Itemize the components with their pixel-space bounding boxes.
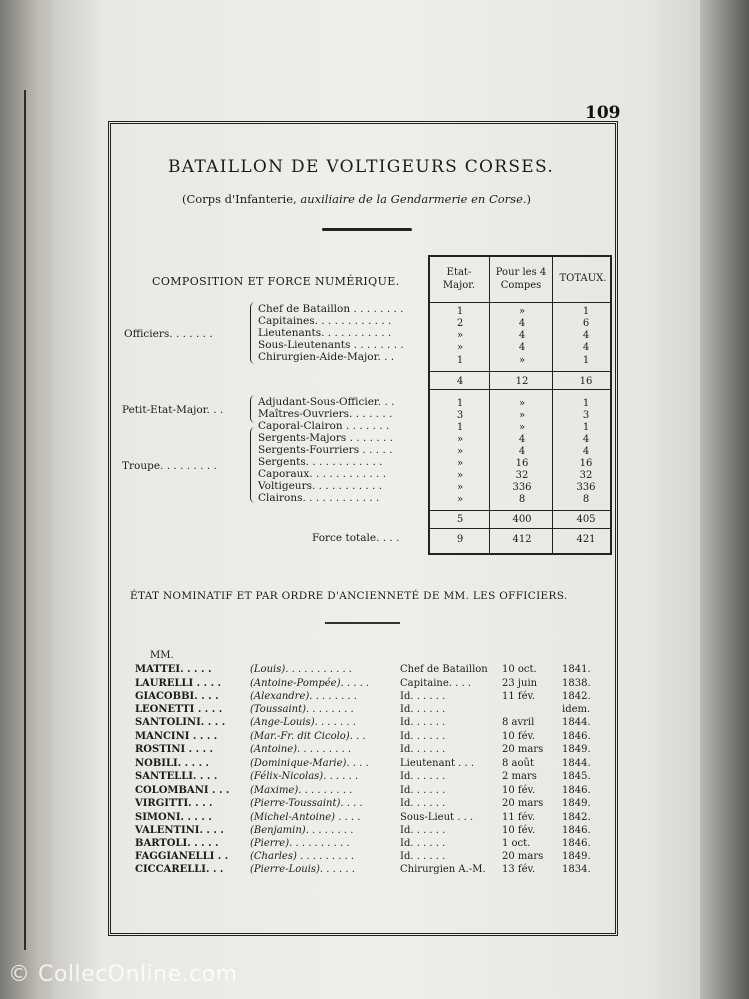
cell-comp: 8 <box>518 494 526 505</box>
row-label: Sergents. . . . . . . . . . . . <box>258 456 383 468</box>
officer-year: 1834. <box>562 864 591 875</box>
cell-comp: » <box>518 306 526 317</box>
officer-date: 20 mars <box>502 798 544 809</box>
officer-date: 8 avril <box>502 717 535 728</box>
officer-grade: Id. . . . . . <box>400 771 446 782</box>
officer-year: 1849. <box>562 851 591 862</box>
officer-surname: VALENTINI. . . . <box>135 825 224 836</box>
officer-given-name: (Mar.-Fr. dit Cicolo). . . <box>250 731 366 742</box>
officer-surname: SIMONI. . . . . <box>135 812 212 823</box>
officer-date: 13 fév. <box>502 864 536 875</box>
officer-surname: GIACOBBI. . . . <box>135 691 219 702</box>
subtotal-troupe-total: 405 <box>576 514 596 525</box>
officer-grade: Id. . . . . . <box>400 704 446 715</box>
cell-comp: 4 <box>518 330 526 341</box>
row-label: Lieutenants. . . . . . . . . . . <box>258 327 392 339</box>
officer-year: 1844. <box>562 758 591 769</box>
officer-grade: Id. . . . . . <box>400 744 446 755</box>
officer-given-name: (Benjamin). . . . . . . . <box>250 825 354 836</box>
cell-comp: 16 <box>515 458 529 469</box>
officer-grade: Id. . . . . . <box>400 691 446 702</box>
officer-date: 11 fév. <box>502 812 536 823</box>
officer-date: 23 juin <box>502 678 538 689</box>
row-label: Chef de Bataillon . . . . . . . . <box>258 303 404 315</box>
row-label: Capitaines. . . . . . . . . . . . <box>258 315 392 327</box>
page-title: BATAILLON DE VOLTIGEURS CORSES. <box>168 157 555 177</box>
officer-given-name: (Louis). . . . . . . . . . . <box>250 664 352 675</box>
title-ornament <box>322 228 412 231</box>
officer-surname: COLOMBANI . . . <box>135 785 230 796</box>
officer-given-name: (Ange-Louis). . . . . . . <box>250 717 356 728</box>
officer-date: 10 oct. <box>502 664 537 675</box>
cell-em: » <box>456 342 464 353</box>
row-label: Chirurgien-Aide-Major. . . <box>258 351 395 363</box>
officer-date: 10 fév. <box>502 825 536 836</box>
officer-date: 1 oct. <box>502 838 531 849</box>
table-header-rule <box>428 302 612 303</box>
officer-grade: Chef de Bataillon <box>400 664 488 675</box>
officer-date: 2 mars <box>502 771 537 782</box>
force-totale-total: 421 <box>576 534 596 545</box>
officer-grade: Chirurgien A.-M. <box>400 864 486 875</box>
force-totale-label: Force totale. . . . <box>312 532 400 544</box>
cell-total: 4 <box>582 446 590 457</box>
row-label: Adjudant-Sous-Officier. . . <box>258 396 395 408</box>
officer-surname: FAGGIANELLI . . <box>135 851 229 862</box>
subtotal-officiers-total: 16 <box>579 376 593 387</box>
officer-grade: Capitaine. . . . <box>400 678 472 689</box>
table-header-totaux: TOTAUX. <box>559 273 607 284</box>
officer-given-name: (Maxime). . . . . . . . . <box>250 785 353 796</box>
officer-given-name: (Charles) . . . . . . . . . <box>250 851 355 862</box>
officer-date: 20 mars <box>502 851 544 862</box>
officer-year: 1846. <box>562 838 591 849</box>
group-officiers: Officiers. . . . . . . <box>124 328 213 340</box>
officer-surname: MANCINI . . . . <box>135 731 218 742</box>
officer-year: 1846. <box>562 731 591 742</box>
officer-grade: Id. . . . . . <box>400 731 446 742</box>
cell-total: 1 <box>582 398 590 409</box>
cell-em: » <box>456 470 464 481</box>
officer-year: 1845. <box>562 771 591 782</box>
officer-given-name: (Dominique-Marie). . . . <box>250 758 369 769</box>
brace-petit-etat-major <box>250 395 255 423</box>
officer-grade: Sous-Lieut . . . <box>400 812 474 823</box>
officer-year: 1849. <box>562 798 591 809</box>
row-label: Sergents-Majors . . . . . . . <box>258 432 394 444</box>
officer-date: 8 août <box>502 758 534 769</box>
officer-year: 1844. <box>562 717 591 728</box>
cell-comp: 336 <box>512 482 532 493</box>
cell-em: 1 <box>456 355 464 366</box>
cell-em: 1 <box>456 306 464 317</box>
officer-date: 11 fév. <box>502 691 536 702</box>
officer-surname: NOBILI. . . . . <box>135 758 210 769</box>
cell-em: » <box>456 482 464 493</box>
subtotal-troupe-em: 5 <box>456 514 464 525</box>
officer-surname: SANTELLI. . . . <box>135 771 218 782</box>
cell-comp: » <box>518 398 526 409</box>
page-stack-edge <box>700 0 749 999</box>
page-subtitle: (Corps d'Infanterie, auxiliaire de la Gendarmerie en Corse.) <box>182 192 532 206</box>
mm-label: MM. <box>150 650 174 661</box>
force-totale-comp: 412 <box>512 534 532 545</box>
row-label: Sous-Lieutenants . . . . . . . . <box>258 339 404 351</box>
watermark: © CollecOnline.com <box>8 962 238 987</box>
section-etat-nominatif-heading: ÉTAT NOMINATIF ET PAR ORDRE D'ANCIENNETÉ DE MM. LES OFFICIERS. <box>130 590 568 602</box>
cell-em: » <box>456 434 464 445</box>
officer-grade: Id. . . . . . <box>400 825 446 836</box>
officer-year: 1838. <box>562 678 591 689</box>
cell-total: 16 <box>579 458 593 469</box>
cell-comp: 4 <box>518 446 526 457</box>
officer-grade: Lieutenant . . . <box>400 758 475 769</box>
section-composition-heading: COMPOSITION ET FORCE NUMÉRIQUE. <box>152 275 400 288</box>
officer-grade: Id. . . . . . <box>400 838 446 849</box>
left-page-frame-edge <box>0 90 26 950</box>
brace-troupe <box>250 427 255 503</box>
officer-grade: Id. . . . . . <box>400 798 446 809</box>
officer-given-name: (Pierre-Louis). . . . . . <box>250 864 355 875</box>
officer-given-name: (Félix-Nicolas). . . . . . <box>250 771 359 782</box>
table-subtotal-rule <box>428 389 612 390</box>
officer-grade: Id. . . . . . <box>400 717 446 728</box>
row-label: Sergents-Fourriers . . . . . <box>258 444 393 456</box>
officer-year: 1846. <box>562 825 591 836</box>
cell-em: 3 <box>456 410 464 421</box>
cell-em: 1 <box>456 422 464 433</box>
table-subtotal-rule <box>428 510 612 511</box>
cell-em: » <box>456 494 464 505</box>
officer-year: 1842. <box>562 691 591 702</box>
officer-given-name: (Pierre). . . . . . . . . . <box>250 838 350 849</box>
table-header-compagnies: Pour les 4 Compes <box>495 267 547 291</box>
group-petit-etat-major: Petit-Etat-Major. . . <box>122 404 224 416</box>
officer-surname: MATTEI. . . . . <box>135 664 212 675</box>
subtotal-officiers-comp: 12 <box>515 376 529 387</box>
officer-surname: LEONETTI . . . . <box>135 704 223 715</box>
cell-em: 1 <box>456 398 464 409</box>
cell-total: 1 <box>582 422 590 433</box>
officer-grade: Id. . . . . . <box>400 851 446 862</box>
officer-given-name: (Toussaint). . . . . . . . <box>250 704 354 715</box>
officer-date: 20 mars <box>502 744 544 755</box>
cell-em: » <box>456 330 464 341</box>
cell-comp: 32 <box>515 470 529 481</box>
cell-total: 1 <box>582 355 590 366</box>
officer-surname: LAURELLI . . . . <box>135 678 222 689</box>
officer-given-name: (Michel-Antoine) . . . . <box>250 812 361 823</box>
subtotal-troupe-comp: 400 <box>512 514 532 525</box>
table-header-etat-major: Etat-Major. <box>442 267 476 291</box>
cell-comp: » <box>518 422 526 433</box>
officer-surname: BARTOLI. . . . . <box>135 838 219 849</box>
subtotal-officiers-em: 4 <box>456 376 464 387</box>
cell-em: 2 <box>456 318 464 329</box>
row-label: Caporal-Clairon . . . . . . . <box>258 420 390 432</box>
table-subtotal-rule <box>428 528 612 529</box>
table-subtotal-rule <box>428 371 612 372</box>
cell-total: 6 <box>582 318 590 329</box>
cell-comp: 4 <box>518 434 526 445</box>
officer-given-name: (Antoine-Pompée). . . . . <box>250 678 370 689</box>
cell-comp: » <box>518 355 526 366</box>
brace-officiers <box>250 302 255 364</box>
officer-given-name: (Alexandre). . . . . . . . <box>250 691 357 702</box>
group-troupe: Troupe. . . . . . . . . <box>122 460 217 472</box>
officer-year: 1842. <box>562 812 591 823</box>
row-label: Caporaux. . . . . . . . . . . . <box>258 468 387 480</box>
cell-comp: 4 <box>518 318 526 329</box>
officer-given-name: (Pierre-Toussaint). . . . <box>250 798 363 809</box>
cell-total: 4 <box>582 434 590 445</box>
officer-year: 1846. <box>562 785 591 796</box>
officer-surname: CICCARELLI. . . <box>135 864 224 875</box>
cell-em: » <box>456 458 464 469</box>
officer-date: 10 fév. <box>502 731 536 742</box>
row-label: Maîtres-Ouvriers. . . . . . . <box>258 408 393 420</box>
cell-total: 4 <box>582 330 590 341</box>
cell-comp: 4 <box>518 342 526 353</box>
officer-surname: VIRGITTI. . . . <box>135 798 213 809</box>
cell-total: 4 <box>582 342 590 353</box>
cell-em: » <box>456 446 464 457</box>
cell-total: 3 <box>582 410 590 421</box>
cell-total: 1 <box>582 306 590 317</box>
section-rule <box>325 622 400 624</box>
cell-total: 8 <box>582 494 590 505</box>
page-number: 109 <box>585 103 621 123</box>
officer-year: 1849. <box>562 744 591 755</box>
row-label: Clairons. . . . . . . . . . . . <box>258 492 380 504</box>
cell-total: 336 <box>576 482 596 493</box>
cell-comp: » <box>518 410 526 421</box>
cell-total: 32 <box>579 470 593 481</box>
force-totale-em: 9 <box>456 534 464 545</box>
officer-surname: SANTOLINI. . . . <box>135 717 226 728</box>
row-label: Voltigeurs. . . . . . . . . . . <box>258 480 383 492</box>
officer-year: 1841. <box>562 664 591 675</box>
officer-year: idem. <box>562 704 591 715</box>
officer-grade: Id. . . . . . <box>400 785 446 796</box>
officer-date: 10 fév. <box>502 785 536 796</box>
officer-given-name: (Antoine). . . . . . . . . <box>250 744 352 755</box>
officer-surname: ROSTINI . . . . <box>135 744 214 755</box>
